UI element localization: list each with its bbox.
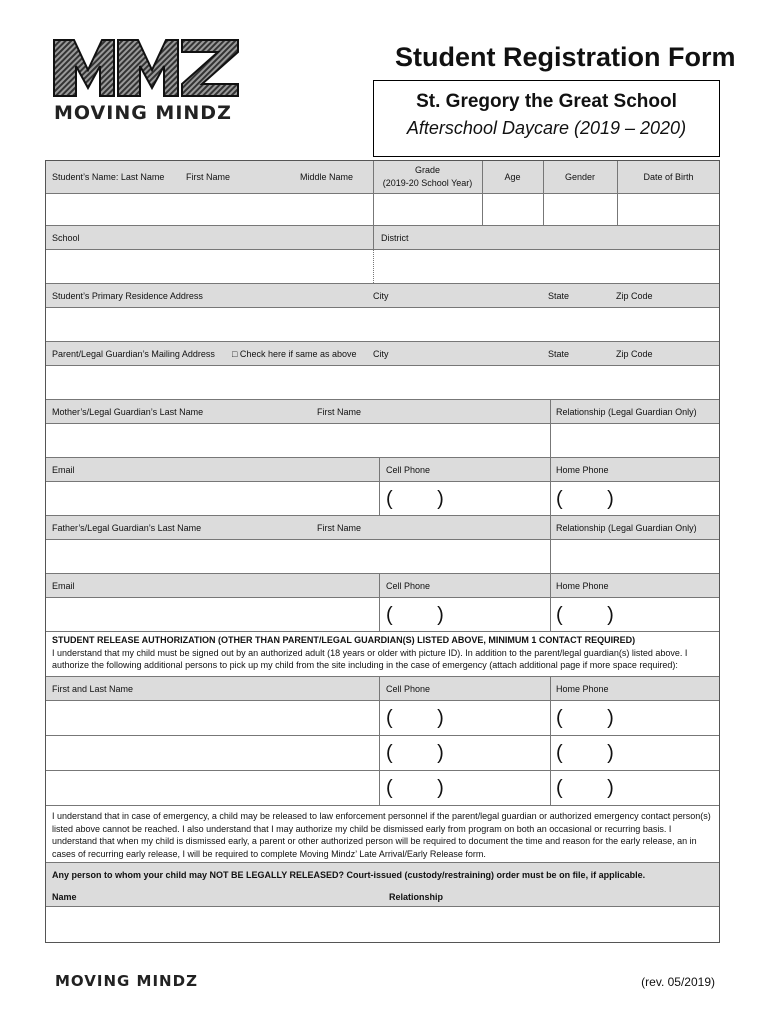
mother-home-label: Home Phone (556, 465, 609, 475)
father-cell-label: Cell Phone (386, 581, 431, 591)
residence-address-label: Student’s Primary Residence Address (52, 291, 203, 301)
release-home-label: Home Phone (556, 684, 609, 694)
release2-cell-area-code[interactable]: ( ) (386, 742, 444, 764)
school-label: School (52, 233, 80, 243)
mailing-header (46, 342, 719, 366)
emergency-release-section (46, 806, 719, 863)
father-home-label: Home Phone (556, 581, 609, 591)
age-label: Age (504, 172, 521, 182)
not-released-name-label: Name (52, 892, 77, 902)
father-last-name-label: Father’s/Legal Guardian’s Last Name (52, 523, 202, 533)
release-heading: STUDENT RELEASE AUTHORIZATION (OTHER THAN PARENT/LEGAL GUARDIAN(S) LISTED ABOVE, MINIMUM 1 CONTACT REQUIRED) (52, 635, 636, 645)
mailing-input-row[interactable] (46, 366, 719, 400)
grade-sublabel: (2019-20 School Year) (382, 178, 473, 188)
program-name: Afterschool Daycare (2019 – 2020) (406, 118, 687, 138)
not-released-section (46, 863, 719, 907)
not-released-question: Any person to whom your child may NOT BE LEGALLY RELEASED? Court-issued (custody/restraining) order must be on file, if applicable. (52, 870, 646, 880)
school-name: St. Gregory the Great School (416, 91, 677, 112)
father-email-label: Email (52, 581, 75, 591)
residence-input-row[interactable] (46, 308, 719, 342)
grade-label: Grade (414, 165, 440, 175)
middle-name-label: Middle Name (300, 172, 354, 182)
father-contact-header (46, 574, 719, 598)
district-label: District (381, 233, 409, 243)
father-contact-input-row[interactable] (46, 598, 719, 632)
mother-cell-area-code[interactable]: ( ) (386, 488, 444, 510)
registration-form (45, 160, 720, 943)
residence-city-label: City (373, 291, 389, 301)
residence-state-label: State (548, 291, 570, 301)
release-name-label: First and Last Name (52, 684, 134, 694)
not-released-input-row[interactable] (46, 907, 719, 942)
release-authorization-section (46, 632, 719, 677)
mailing-city-label: City (373, 349, 389, 359)
release-contacts-header (46, 677, 719, 701)
release2-home-area-code[interactable]: ( ) (556, 742, 614, 764)
father-header (46, 516, 719, 540)
release-contact-row-1[interactable] (46, 701, 719, 736)
school-info-box (373, 80, 720, 157)
residence-header (46, 284, 719, 308)
mother-header (46, 400, 719, 424)
release1-home-area-code[interactable]: ( ) (556, 707, 614, 729)
first-name-label: First Name (186, 172, 231, 182)
residence-zip-label: Zip Code (616, 291, 653, 301)
same-as-above-checkbox[interactable]: □ Check here if same as above (232, 349, 357, 359)
father-cell-area-code[interactable]: ( ) (386, 604, 444, 626)
emergency-text: I understand that in case of emergency, a child may be released to law enforcement personnel if the parent/legal guardian or authorized emergency contact person(s) listed above cannot be reached. I also understand that I may authorize my child be dismissed early from program on both an occasional or recurring basis. I understand that when my child is dismissed early, a parent or other authorized person will be required to document the time and reason for the early release, an in cases of recurring early release, I will be required to complete Moving Mindz’ Late Arrival/Early Release form. (52, 811, 711, 859)
school-input-row[interactable] (46, 250, 719, 284)
school-header (46, 226, 719, 250)
mother-home-area-code[interactable]: ( ) (556, 488, 614, 510)
release3-home-area-code[interactable]: ( ) (556, 777, 614, 799)
release-contact-row-2[interactable] (46, 736, 719, 771)
page-title: Student Registration Form (395, 42, 736, 72)
revision-date: (rev. 05/2019) (641, 975, 715, 989)
mother-relationship-label: Relationship (Legal Guardian Only) (556, 407, 697, 417)
release-contact-row-3[interactable] (46, 771, 719, 806)
gender-label: Gender (564, 172, 596, 182)
mother-contact-header (46, 458, 719, 482)
mother-first-name-label: First Name (317, 407, 362, 417)
release-cell-label: Cell Phone (386, 684, 431, 694)
mailing-address-label: Parent/Legal Guardian’s Mailing Address (52, 349, 215, 359)
mother-input-row[interactable] (46, 424, 719, 458)
not-released-relationship-label: Relationship (389, 892, 444, 902)
student-name-input-row[interactable] (46, 194, 719, 226)
father-input-row[interactable] (46, 540, 719, 574)
mother-contact-input-row[interactable] (46, 482, 719, 516)
father-first-name-label: First Name (317, 523, 362, 533)
release-text: I understand that my child must be signed out by an authorized adult (18 years or older with picture ID). In addition to the parent/legal guardian(s) listed above. I authorize the following additional persons to pick up my child from the site including in the case of emergency (attach additional page if more space required): (52, 647, 688, 670)
logo-wordmark: MOVING MINDZ (54, 102, 232, 124)
dob-label: Date of Birth (643, 172, 694, 182)
moving-mindz-logo (52, 36, 242, 126)
release3-cell-area-code[interactable]: ( ) (386, 777, 444, 799)
footer-logo: MOVING MINDZ (55, 972, 198, 990)
release1-cell-area-code[interactable]: ( ) (386, 707, 444, 729)
father-home-area-code[interactable]: ( ) (556, 604, 614, 626)
student-name-header (46, 161, 719, 194)
last-name-label: Student’s Name: Last Name (52, 172, 165, 182)
mailing-state-label: State (548, 349, 570, 359)
mailing-zip-label: Zip Code (616, 349, 653, 359)
father-relationship-label: Relationship (Legal Guardian Only) (556, 523, 697, 533)
mother-email-label: Email (52, 465, 75, 475)
mother-cell-label: Cell Phone (386, 465, 431, 475)
mother-last-name-label: Mother’s/Legal Guardian’s Last Name (52, 407, 204, 417)
mmz-logo-icon (52, 36, 242, 100)
